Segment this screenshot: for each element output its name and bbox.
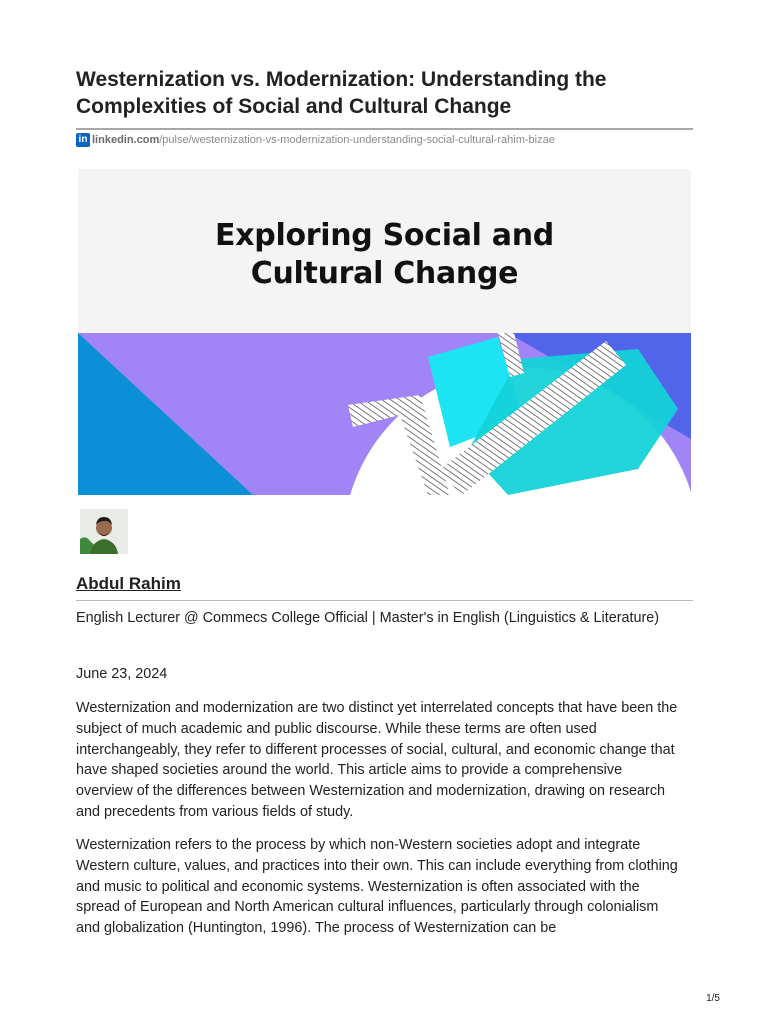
author-portrait-icon: [80, 509, 128, 554]
author-divider: [76, 600, 693, 601]
source-link[interactable]: [76, 132, 555, 148]
source-domain[interactable]: linkedin.com: [92, 134, 160, 146]
hero-image: [78, 169, 691, 495]
author-headline: English Lecturer @ Commecs College Official | Master's in English (Linguistics & Literature): [76, 610, 660, 626]
hero-title-line1: Exploring Social and: [215, 218, 554, 253]
hero-title: [78, 217, 691, 293]
page-number: 1/5: [706, 993, 720, 1004]
article-title: Westernization vs. Modernization: Understanding the Complexities of Social and Cultural Change: [76, 68, 607, 118]
source-path[interactable]: /pulse/westernization-vs-modernization-understanding-social-cultural-rahim-bizae: [159, 134, 555, 146]
body-paragraph-1: Westernization and modernization are two distinct yet interrelated concepts that have been the subject of much academic and public discourse. While these terms are often used interchangeably, they refer to different processes of social, cultural, and economic change that have shaped societies around the world. This article aims to provide a comprehensive overview of the differences between Westernization and modernization, drawing on research and precedents from various fields of study.: [76, 700, 678, 820]
linkedin-icon: in: [76, 133, 90, 147]
author-name[interactable]: Abdul Rahim: [76, 574, 181, 593]
author-avatar[interactable]: [80, 509, 128, 554]
hero-title-line2: Cultural Change: [250, 256, 519, 291]
publish-date: June 23, 2024: [76, 666, 168, 682]
title-divider: [76, 128, 693, 130]
body-paragraph-2: Westernization refers to the process by which non-Western societies adopt and integrate Western culture, values, and practices into their own. This can include everything from clothing and music to political and economic systems. Westernization is often associated with the spread of European and North American cultural influences, particularly through colonialism and globalization (Huntington, 1996). The process of Westernization can be: [76, 837, 678, 937]
